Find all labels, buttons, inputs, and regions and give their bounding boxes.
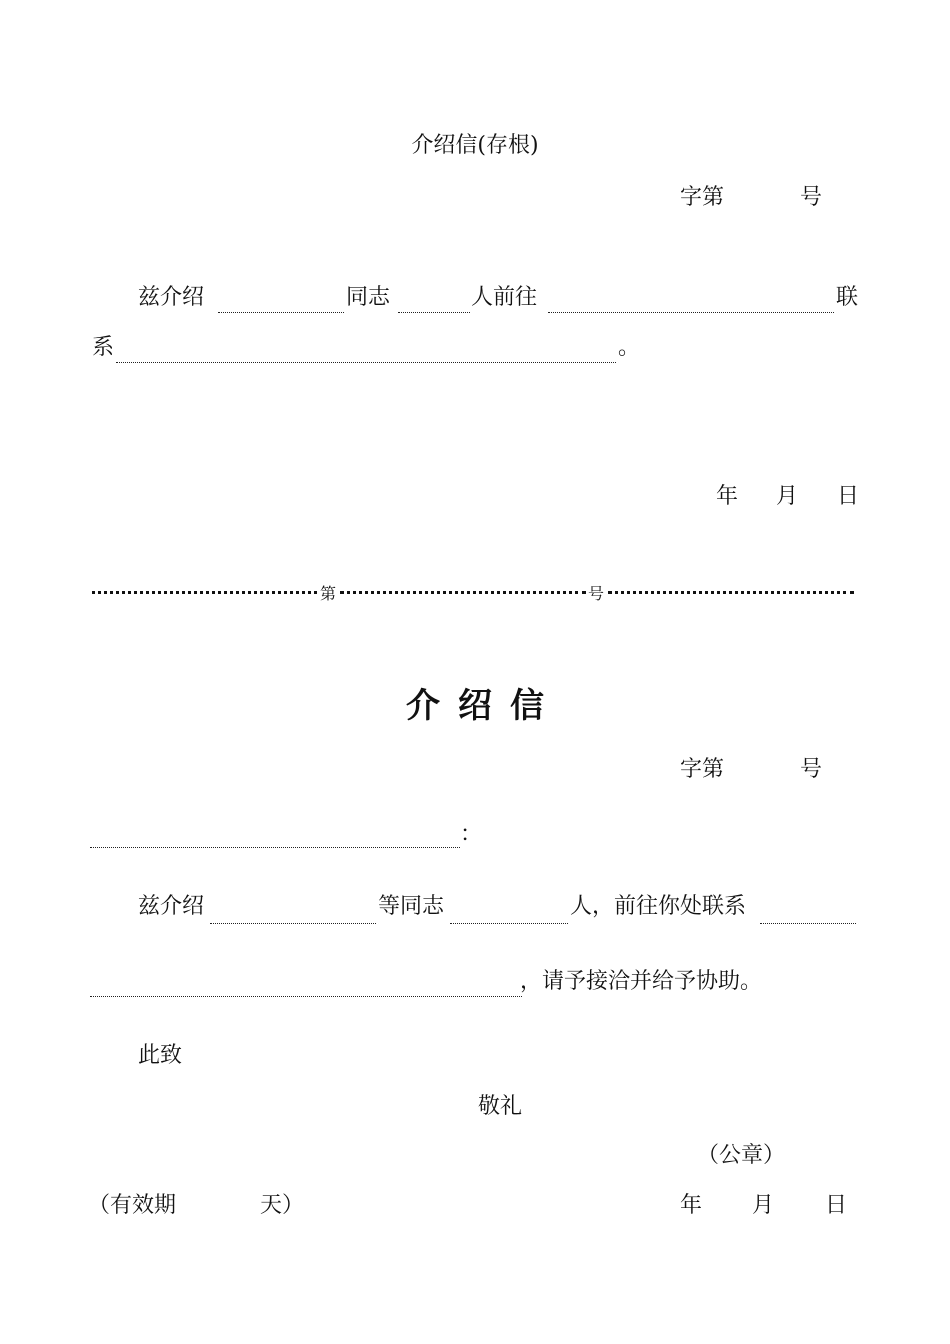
separator-line-middle bbox=[340, 591, 586, 594]
letter-date-day: 日 bbox=[825, 1193, 848, 1218]
letter-greeting: 此致 bbox=[138, 1043, 183, 1068]
addressee-blank[interactable] bbox=[90, 847, 460, 848]
validity-close: 天） bbox=[260, 1193, 305, 1218]
letter-date-month: 月 bbox=[752, 1193, 775, 1218]
letter-salute: 敬礼 bbox=[478, 1094, 523, 1119]
letter-people-label: 人，前往你处联系 bbox=[570, 894, 747, 919]
stub-ref-number: 号 bbox=[800, 185, 823, 210]
letter-title: 介绍信 bbox=[406, 686, 562, 726]
letter-request: ，请予接洽并给予协助。 bbox=[520, 969, 763, 994]
stub-matter-blank[interactable] bbox=[116, 362, 616, 363]
letter-comrades-label: 等同志 bbox=[378, 894, 445, 919]
stub-comrade-label: 同志 bbox=[346, 285, 391, 310]
letter-seal: （公章） bbox=[697, 1143, 786, 1168]
separator-line-left bbox=[92, 591, 317, 594]
separator-line-right bbox=[608, 591, 854, 594]
letter-ref-word: 字第 bbox=[680, 757, 725, 782]
stub-date-year: 年 bbox=[716, 484, 739, 509]
stub-ref-word: 字第 bbox=[680, 185, 725, 210]
stub-intro-label: 兹介绍 bbox=[138, 285, 205, 310]
stub-contact-a: 联 bbox=[836, 285, 859, 310]
stub-date-day: 日 bbox=[837, 484, 860, 509]
letter-intro-label: 兹介绍 bbox=[138, 894, 205, 919]
stub-date-month: 月 bbox=[776, 484, 799, 509]
validity-open: （有效期 bbox=[88, 1193, 177, 1218]
letter-matter-blank-a[interactable] bbox=[760, 923, 856, 924]
letter-matter-blank-b[interactable] bbox=[90, 996, 522, 997]
letter-name-blank[interactable] bbox=[210, 923, 376, 924]
stub-contact-b: 系 bbox=[92, 335, 115, 360]
stub-name-blank[interactable] bbox=[218, 312, 344, 313]
stub-title: 介绍信(存根) bbox=[411, 133, 539, 158]
separator-di: 第 bbox=[320, 584, 337, 603]
letter-count-blank[interactable] bbox=[450, 923, 568, 924]
addressee-colon: ： bbox=[460, 822, 483, 847]
letter-ref-number: 号 bbox=[800, 757, 823, 782]
stub-period: 。 bbox=[618, 335, 641, 360]
stub-going-label: 人前往 bbox=[471, 285, 538, 310]
stub-destination-blank[interactable] bbox=[548, 312, 834, 313]
separator-hao: 号 bbox=[588, 584, 605, 603]
letter-date-year: 年 bbox=[680, 1193, 703, 1218]
stub-count-blank[interactable] bbox=[398, 312, 470, 313]
